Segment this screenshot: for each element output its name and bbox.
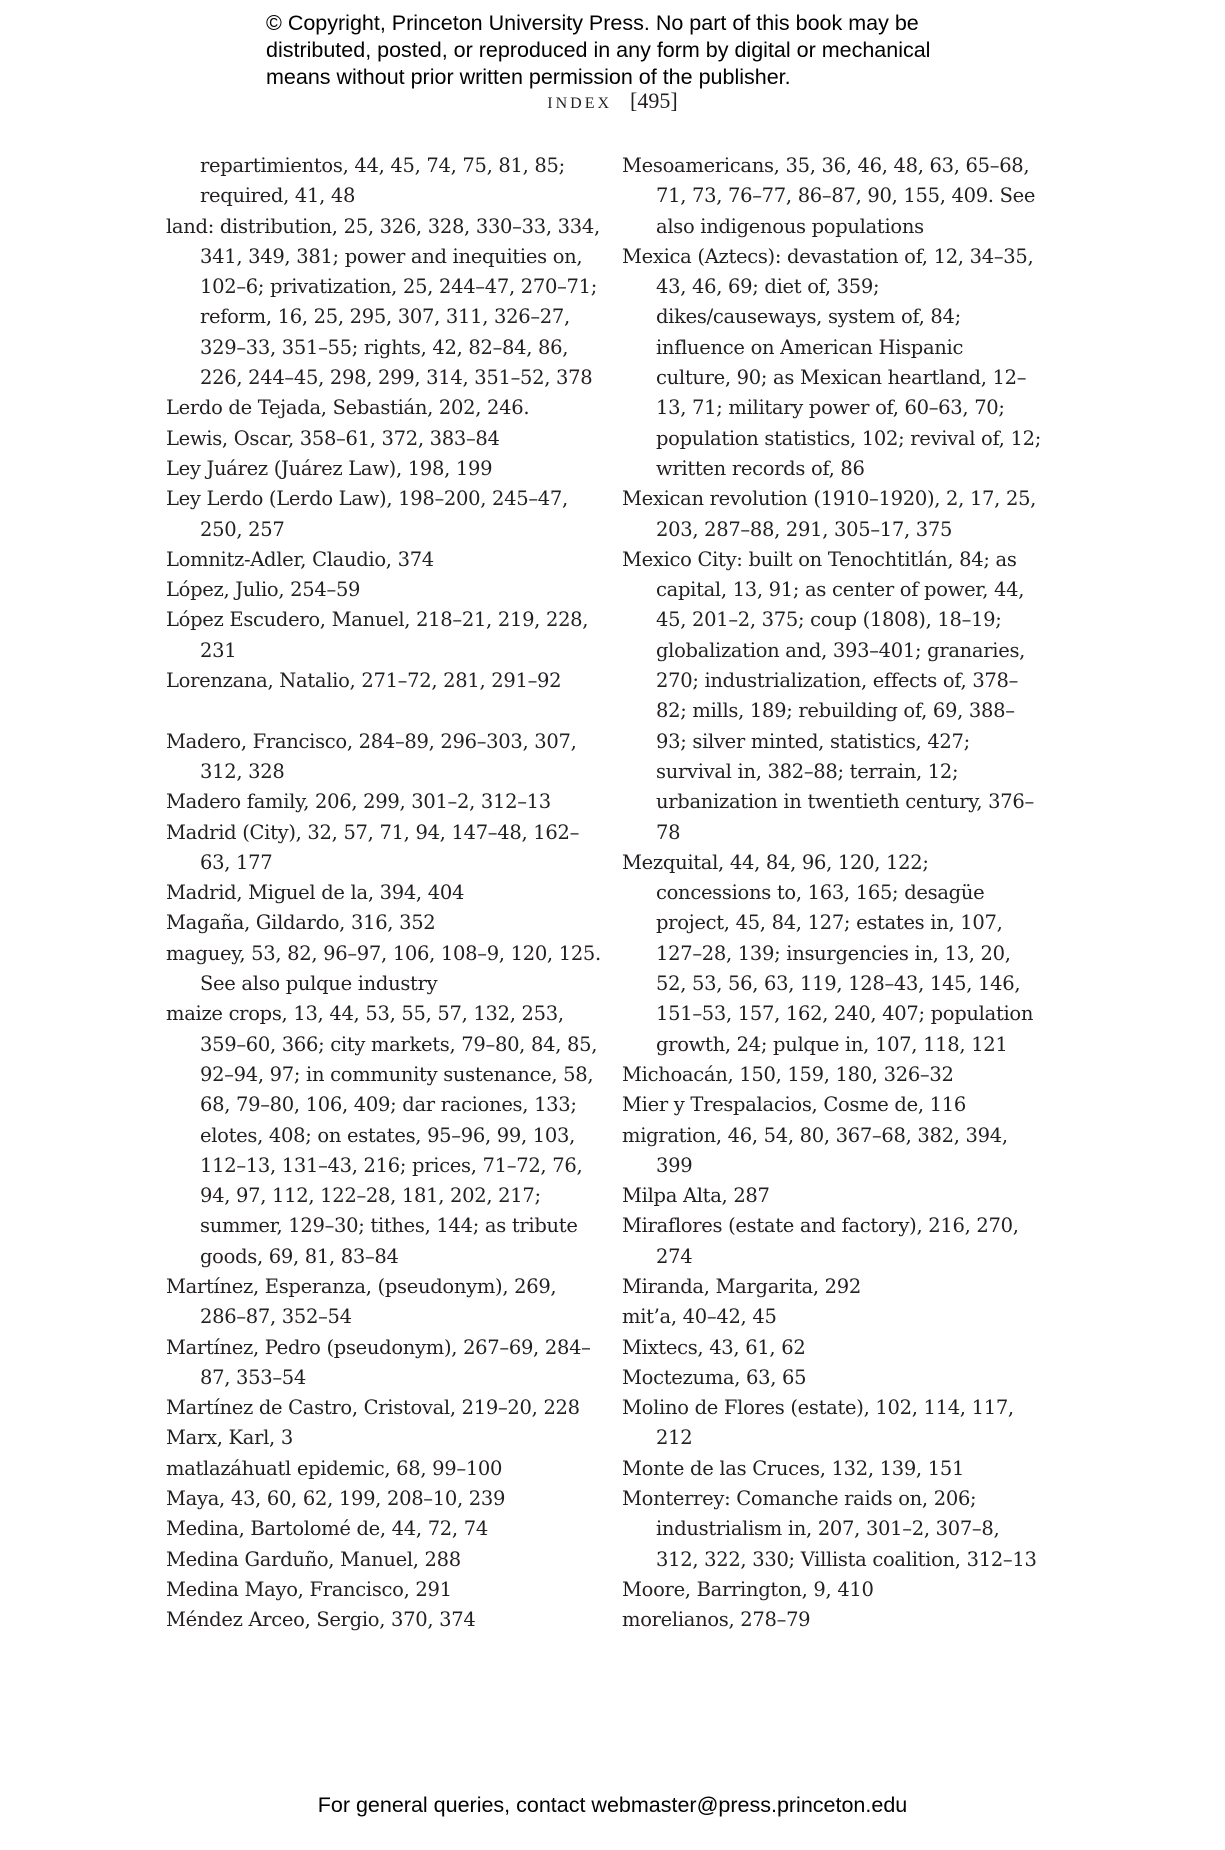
index-entry: maize crops, 13, 44, 53, 55, 57, 132, 253, 359–60, 366; city markets, 79–80, 84, 85, 92–94, 97; in community sustenance, 58, 68, 79–80, 106, 409; dar raciones, 133; elotes, 408; on estates, 95–96, 99, 103, 112–13, 131–43, 216; prices, 71–72, 76, 94, 97, 112, 122–28, 181, 202, 217; summer, 129–30; tithes, 144; as tribute goods, 69, 81, 83–84 <box>166 1002 598 1268</box>
letter-section-gap <box>166 696 606 726</box>
index-entry: López, Julio, 254–59 <box>166 578 361 602</box>
index-entry: Mier y Trespalacios, Cosme de, 116 <box>622 1093 966 1117</box>
index-entry: Milpa Alta, 287 <box>622 1184 770 1208</box>
index-entry: land: distribution, 25, 326, 328, 330–33, 334, 341, 349, 381; power and inequities on, 102–6; privatization, 25, 244–47, 270–71; reform, 16, 25, 295, 307, 311, 326–27, 329–33, 351–55; rights, 42, 82–84, 86, 226, 244–45, 298, 299, 314, 351–52, 378 <box>166 214 600 390</box>
index-entry: migration, 46, 54, 80, 367–68, 382, 394, 399 <box>622 1123 1008 1177</box>
index-entry: repartimientos, 44, 45, 74, 75, 81, 85; required, 41, 48 <box>200 154 565 208</box>
index-entry: Lorenzana, Natalio, 271–72, 281, 291–92 <box>166 669 562 693</box>
index-entry: Méndez Arceo, Sergio, 370, 374 <box>166 1608 476 1632</box>
index-entry: Martínez de Castro, Cristoval, 219–20, 228 <box>166 1396 580 1420</box>
index-entry: Molino de Flores (estate), 102, 114, 117, 212 <box>622 1396 1014 1450</box>
index-entry: Mexica (Aztecs): devastation of, 12, 34–35, 43, 46, 69; diet of, 359; dikes/causeways, system of, 84; influence on American Hispanic culture, 90; as Mexican heartland, 12–13, 71; military power of, 60–63, 70; population statistics, 102; revival of, 12; written records of, 86 <box>622 244 1041 480</box>
index-entry: Lerdo de Tejada, Sebastián, 202, 246. <box>166 396 530 420</box>
index-entry: Mixtecs, 43, 61, 62 <box>622 1335 806 1359</box>
index-entry: Mexican revolution (1910–1920), 2, 17, 25, 203, 287–88, 291, 305–17, 375 <box>622 487 1037 541</box>
index-entry: Monte de las Cruces, 132, 139, 151 <box>622 1456 965 1480</box>
index-column-right <box>622 151 1042 1636</box>
copyright-line-1: © Copyright, Princeton University Press. No part of this book may be <box>266 11 919 35</box>
running-head <box>0 88 1225 114</box>
index-entry: Monterrey: Comanche raids on, 206; industrialism in, 207, 301–2, 307–8, 312, 322, 330; Villista coalition, 312–13 <box>622 1487 1037 1571</box>
index-entry: Moctezuma, 63, 65 <box>622 1365 807 1389</box>
copyright-line-3: means without prior written permission of the publisher. <box>266 65 791 89</box>
index-entry: Miraflores (estate and factory), 216, 270, 274 <box>622 1214 1019 1268</box>
index-entry: Mesoamericans, 35, 36, 46, 48, 63, 65–68, 71, 73, 76–77, 86–87, 90, 155, 409. See also indigenous populations <box>622 154 1036 238</box>
index-entry: Madrid, Miguel de la, 394, 404 <box>166 881 465 905</box>
index-entry: Moore, Barrington, 9, 410 <box>622 1577 874 1601</box>
index-entry: Marx, Karl, 3 <box>166 1426 293 1450</box>
index-column-left <box>166 151 606 1636</box>
index-entry: Mezquital, 44, 84, 96, 120, 122; concessions to, 163, 165; desagüe project, 45, 84, 127; estates in, 107, 127–28, 139; insurgencies in, 13, 20, 52, 53, 56, 63, 119, 128–43, 145, 146, 151–53, 157, 162, 240, 407; population growth, 24; pulque in, 107, 118, 121 <box>622 850 1034 1056</box>
index-entry: Miranda, Margarita, 292 <box>622 1274 861 1298</box>
index-entry: Lewis, Oscar, 358–61, 372, 383–84 <box>166 426 500 450</box>
index-entry: Ley Juárez (Juárez Law), 198, 199 <box>166 456 493 480</box>
index-entry: Ley Lerdo (Lerdo Law), 198–200, 245–47, 250, 257 <box>166 487 568 541</box>
index-entry: Mexico City: built on Tenochtitlán, 84; as capital, 13, 91; as center of power, 44, 45, 201–2, 375; coup (1808), 18–19; globalization and, 393–401; granaries, 270; industrialization, effects of, 378–82; mills, 189; rebuilding of, 69, 388–93; silver minted, statistics, 427; survival in, 382–88; terrain, 12; urbanization in twentieth century, 376–78 <box>622 547 1034 844</box>
index-entry: Lomnitz-Adler, Claudio, 374 <box>166 547 434 571</box>
index-entry: Medina Mayo, Francisco, 291 <box>166 1577 452 1601</box>
index-entry: Martínez, Esperanza, (pseudonym), 269, 286–87, 352–54 <box>166 1274 557 1329</box>
index-entry: Magaña, Gildardo, 316, 352 <box>166 911 436 935</box>
copyright-notice <box>266 10 1026 91</box>
index-entry: matlazáhuatl epidemic, 68, 99–100 <box>166 1456 503 1480</box>
index-entry: morelianos, 278–79 <box>622 1608 811 1632</box>
index-entry: maguey, 53, 82, 96–97, 106, 108–9, 120, 125. See also pulque industry <box>166 941 601 996</box>
index-entry: Madrid (City), 32, 57, 71, 94, 147–48, 162–63, 177 <box>166 820 580 874</box>
footer-contact: For general queries, contact webmaster@press.princeton.edu <box>317 1793 908 1817</box>
index-entry: Madero, Francisco, 284–89, 296–303, 307, 312, 328 <box>166 729 577 783</box>
running-head-label: INDEX <box>547 95 613 112</box>
index-entry: Medina, Bartolomé de, 44, 72, 74 <box>166 1517 488 1541</box>
index-entry: Medina Garduño, Manuel, 288 <box>166 1547 461 1571</box>
page-number: [495] <box>630 88 678 113</box>
index-entry: Madero family, 206, 299, 301–2, 312–13 <box>166 790 551 814</box>
index-entry: Michoacán, 150, 159, 180, 326–32 <box>622 1062 954 1086</box>
copyright-line-2: distributed, posted, or reproduced in any form by digital or mechanical <box>266 38 931 62</box>
index-entry: Martínez, Pedro (pseudonym), 267–69, 284–87, 353–54 <box>166 1335 591 1389</box>
index-entry: Maya, 43, 60, 62, 199, 208–10, 239 <box>166 1487 506 1511</box>
index-entry: López Escudero, Manuel, 218–21, 219, 228, 231 <box>166 608 589 662</box>
index-entry: mit’a, 40–42, 45 <box>622 1305 777 1329</box>
